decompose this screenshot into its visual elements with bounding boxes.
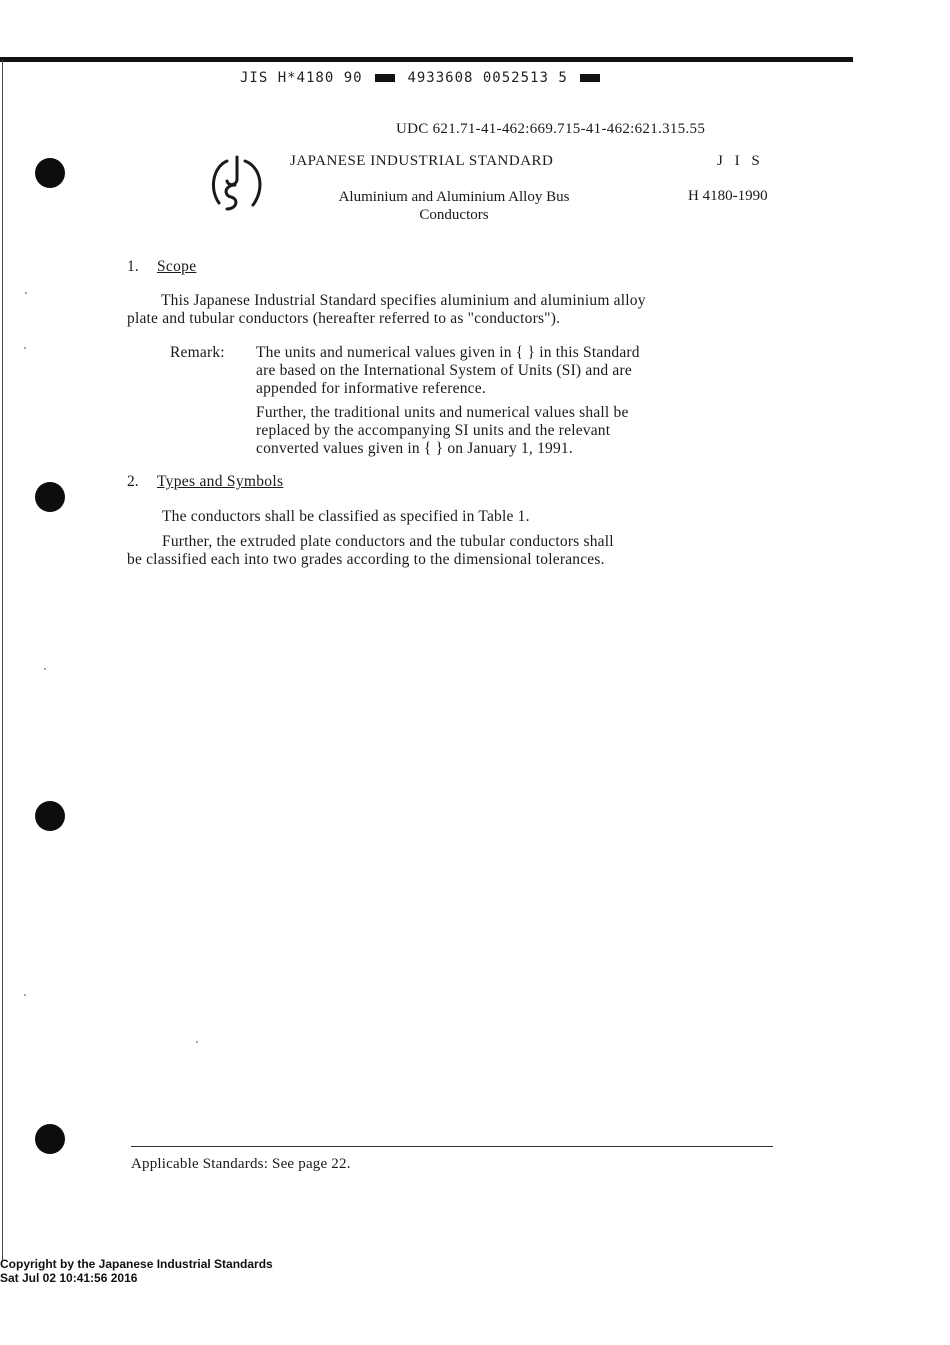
paragraph-line: plate and tubular conductors (hereafter referred to as "conductors"). (127, 310, 561, 327)
punch-hole-icon (35, 801, 65, 831)
paragraph-line: The units and numerical values given in { } in this Standard (256, 344, 640, 361)
document-title-line: Aluminium and Aluminium Alloy Bus (338, 189, 570, 205)
document-title-line: Conductors (419, 207, 489, 223)
scan-header-code (240, 70, 603, 86)
document-title (290, 188, 618, 224)
copyright-timestamp: Sat Jul 02 10:41:56 2016 (0, 1271, 138, 1285)
scan-left-edge (2, 60, 3, 1260)
scan-header-prefix: JIS H*4180 90 (240, 70, 363, 86)
scope-paragraph (127, 292, 787, 328)
jis-mark-logo (205, 155, 267, 213)
punch-hole-icon (35, 1124, 65, 1154)
section-number: 2. (127, 473, 139, 490)
remark-paragraph (256, 404, 786, 458)
scan-top-border (0, 57, 853, 62)
copyright-notice (0, 1257, 273, 1285)
scan-speck (196, 1041, 198, 1043)
standard-title: JAPANESE INDUSTRIAL STANDARD (290, 153, 554, 169)
redaction-block-icon (580, 74, 600, 82)
paragraph-line: This Japanese Industrial Standard specifies aluminium and aluminium alloy (161, 292, 646, 309)
paragraph-line: Further, the traditional units and numerical values shall be (256, 404, 629, 421)
paragraph-line: appended for informative reference. (256, 380, 486, 397)
punch-hole-icon (35, 482, 65, 512)
remark-paragraph (256, 344, 786, 398)
scan-speck (24, 347, 26, 349)
scan-speck (25, 292, 27, 294)
scan-speck (24, 994, 26, 996)
paragraph-line: are based on the International System of Units (SI) and are (256, 362, 632, 379)
section-number: 1. (127, 258, 139, 275)
standard-number: H 4180-1990 (688, 188, 768, 204)
punch-hole-icon (35, 158, 65, 188)
udc-classification: UDC 621.71-41-462:669.715-41-462:621.315.55 (396, 121, 706, 137)
jis-label: J I S (717, 153, 764, 169)
scan-speck (44, 668, 46, 670)
paragraph-line: be classified each into two grades according to the dimensional tolerances. (127, 551, 605, 568)
scan-header-number: 4933608 0052513 5 (407, 70, 568, 86)
paragraph-line: Further, the extruded plate conductors and the tubular conductors shall (162, 533, 614, 550)
copyright-line: Copyright by the Japanese Industrial Standards (0, 1257, 273, 1271)
footnote-divider (131, 1146, 773, 1147)
redaction-block-icon (375, 74, 395, 82)
paragraph-line: replaced by the accompanying SI units and the relevant (256, 422, 611, 439)
paragraph-line: converted values given in { } on January 1, 1991. (256, 440, 573, 457)
section-heading-scope: Scope (157, 258, 197, 275)
types-paragraph: The conductors shall be classified as specified in Table 1. (162, 508, 530, 525)
types-paragraph (127, 533, 797, 569)
applicable-standards-note: Applicable Standards: See page 22. (131, 1156, 351, 1172)
remark-label: Remark: (170, 344, 225, 361)
section-heading-types-and-symbols: Types and Symbols (157, 473, 284, 490)
